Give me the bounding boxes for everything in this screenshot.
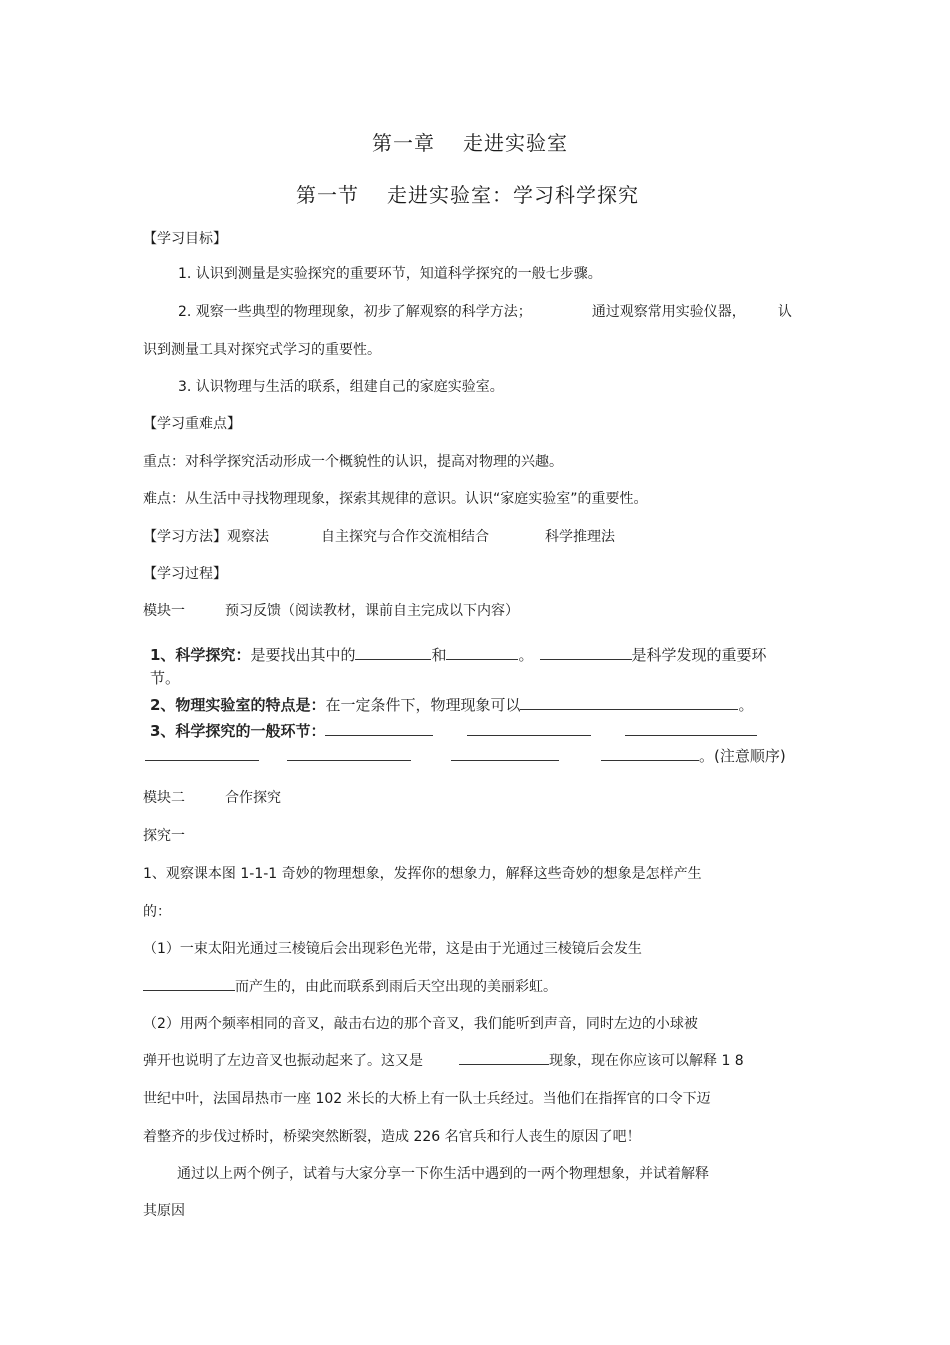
difficulty-text: 难点：从生活中寻找物理现象，探索其规律的意识。认识“家庭实验室”的重要性。 — [143, 491, 648, 507]
blank[interactable] — [451, 746, 559, 761]
module1-q3: 3、科学探究的一般环节： — [150, 720, 757, 741]
chapter-title: 第一章 走进实验室 — [372, 131, 568, 155]
module1-q3-cont: 。(注意顺序) — [145, 745, 786, 766]
goals-heading: 【学习目标】 — [143, 231, 227, 247]
para-1-cont: 的： — [143, 904, 171, 920]
blank[interactable] — [467, 721, 591, 736]
para-3-line3: 世纪中叶，法国昂热市一座 102 米长的大桥上有一队士兵经过。当他们在指挥官的口令下迈 — [143, 1091, 711, 1107]
module1-q1-cont: 节。 — [150, 669, 181, 687]
goal-item-1: 1. 认识到测量是实验探究的重要环节，知道科学探究的一般七步骤。 — [178, 266, 602, 282]
para-2: （1）一束太阳光通过三棱镜后会出现彩色光带，这是由于光通过三棱镜后会发生 — [143, 941, 642, 957]
para-4-cont: 其原因 — [143, 1203, 185, 1219]
para-1: 1、观察课本图 1-1-1 奇妙的物理想象，发挥你的想象力，解释这些奇妙的想象是怎样产生 — [143, 866, 702, 882]
module1-q1: 1、科学探究：是要找出其中的 和 。 是科学发现的重要环 — [150, 646, 767, 664]
goal-item-2-cont: 识到测量工具对探究式学习的重要性。 — [143, 342, 381, 358]
para-2-cont: 而产生的，由此而联系到雨后天空出现的美丽彩虹。 — [143, 976, 557, 996]
module2-line: 模块二 合作探究 — [143, 790, 281, 806]
blank[interactable] — [520, 695, 738, 710]
blank[interactable] — [325, 721, 433, 736]
blank[interactable] — [355, 645, 431, 660]
blank[interactable] — [459, 1050, 549, 1065]
explore-heading: 探究一 — [143, 828, 185, 844]
focus-text: 重点：对科学探究活动形成一个概貌性的认识，提高对物理的兴趣。 — [143, 454, 563, 470]
key-points-heading: 【学习重难点】 — [143, 416, 241, 432]
goal-item-2: 2. 观察一些典型的物理现象，初步了解观察的科学方法； 通过观察常用实验仪器， 认 — [178, 304, 792, 320]
module1-q2: 2、物理实验室的特点是：在一定条件下，物理现象可以 。 — [150, 696, 754, 714]
blank[interactable] — [287, 746, 411, 761]
para-3-line2: 弹开也说明了左边音叉也振动起来了。这又是 现象，现在你应该可以解释 1 8 — [143, 1050, 744, 1070]
blank[interactable] — [601, 746, 699, 761]
goal-item-3: 3. 认识物理与生活的联系，组建自己的家庭实验室。 — [178, 379, 504, 395]
blank[interactable] — [446, 645, 518, 660]
section-title: 第一节 走进实验室：学习科学探究 — [296, 183, 639, 207]
methods-line: 【学习方法】观察法 自主探究与合作交流相结合 科学推理法 — [143, 529, 615, 545]
blank[interactable] — [540, 645, 632, 660]
blank[interactable] — [625, 721, 757, 736]
para-4: 通过以上两个例子，试着与大家分享一下你生活中遇到的一两个物理想象，并试着解释 — [177, 1166, 709, 1182]
para-3: （2）用两个频率相同的音叉，敲击右边的那个音叉，我们能听到声音，同时左边的小球被 — [143, 1016, 698, 1032]
blank[interactable] — [145, 746, 259, 761]
process-heading: 【学习过程】 — [143, 566, 227, 582]
para-3-line4: 着整齐的步伐过桥时，桥梁突然断裂，造成 226 名官兵和行人丧生的原因了吧！ — [143, 1129, 641, 1145]
module1-line: 模块一 预习反馈（阅读教材，课前自主完成以下内容） — [143, 603, 519, 619]
blank[interactable] — [143, 976, 235, 991]
